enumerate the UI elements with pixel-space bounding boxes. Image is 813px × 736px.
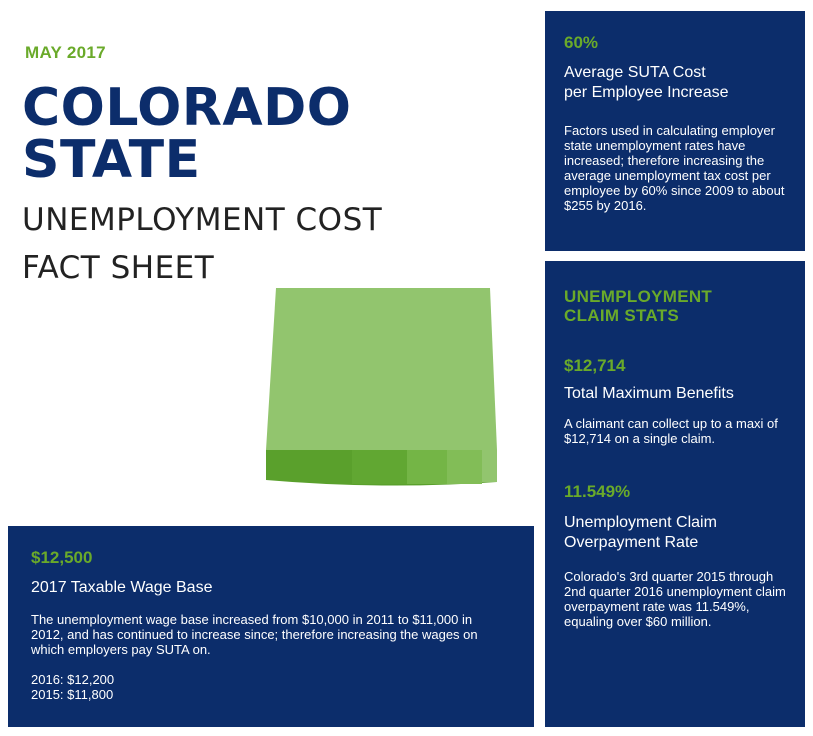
suta-label-line-1: Average SUTA Cost bbox=[564, 64, 706, 81]
claims-heading-line-2: CLAIM STATS bbox=[564, 306, 680, 325]
edge-highlight-4 bbox=[482, 450, 497, 482]
wage-base-label: 2017 Taxable Wage Base bbox=[31, 579, 213, 596]
overpayment-label-line-2: Overpayment Rate bbox=[564, 534, 699, 551]
title-line-2: STATE bbox=[22, 130, 201, 190]
wage-history-list bbox=[31, 672, 514, 702]
edge-highlight-2 bbox=[407, 450, 447, 484]
state-top-face bbox=[266, 288, 497, 450]
suta-increase-value: 60% bbox=[564, 33, 599, 52]
subtitle-line-1: UNEMPLOYMENT COST bbox=[22, 202, 383, 238]
overpayment-label-line-1: Unemployment Claim bbox=[564, 514, 717, 531]
max-benefit-description: A claimant can collect up to a maxi of $12,714 on a single claim. bbox=[564, 416, 778, 446]
claim-stats-panel bbox=[545, 261, 805, 727]
title-line-1: COLORADO bbox=[22, 78, 352, 138]
edge-highlight-1 bbox=[352, 450, 407, 484]
edge-highlight-3 bbox=[447, 450, 482, 484]
wage-base-description: The unemployment wage base increased from $10,000 in 2011 to $11,000 in 2012, and has continued to increase since; therefore increasing the wages on which employers pay SUTA on. bbox=[31, 612, 478, 657]
taxable-wage-panel bbox=[8, 526, 534, 727]
claims-heading-line-1: UNEMPLOYMENT bbox=[564, 287, 713, 306]
subtitle-line-2: FACT SHEET bbox=[22, 250, 215, 286]
overpayment-description: Colorado's 3rd quarter 2015 through 2nd quarter 2016 unemployment claim overpayment rate was 11.549%, equaling over $60 million. bbox=[564, 569, 786, 629]
suta-cost-panel bbox=[545, 11, 805, 251]
wage-base-value: $12,500 bbox=[31, 548, 93, 567]
wage-history-item: 2016: $12,200 bbox=[31, 672, 115, 687]
max-benefit-label: Total Maximum Benefits bbox=[564, 385, 734, 402]
colorado-state-shape bbox=[262, 284, 502, 486]
suta-label-line-2: per Employee Increase bbox=[564, 84, 729, 101]
overpayment-value: 11.549% bbox=[564, 482, 631, 501]
max-benefit-value: $12,714 bbox=[564, 356, 626, 375]
suta-description: Factors used in calculating employer state unemployment rates have increased; therefore increasing the average unemployment tax cost per employee by 60% since 2009 to about $255 by 2016. bbox=[564, 123, 785, 213]
wage-history-item: 2015: $11,800 bbox=[31, 687, 114, 702]
report-date: MAY 2017 bbox=[25, 43, 106, 62]
